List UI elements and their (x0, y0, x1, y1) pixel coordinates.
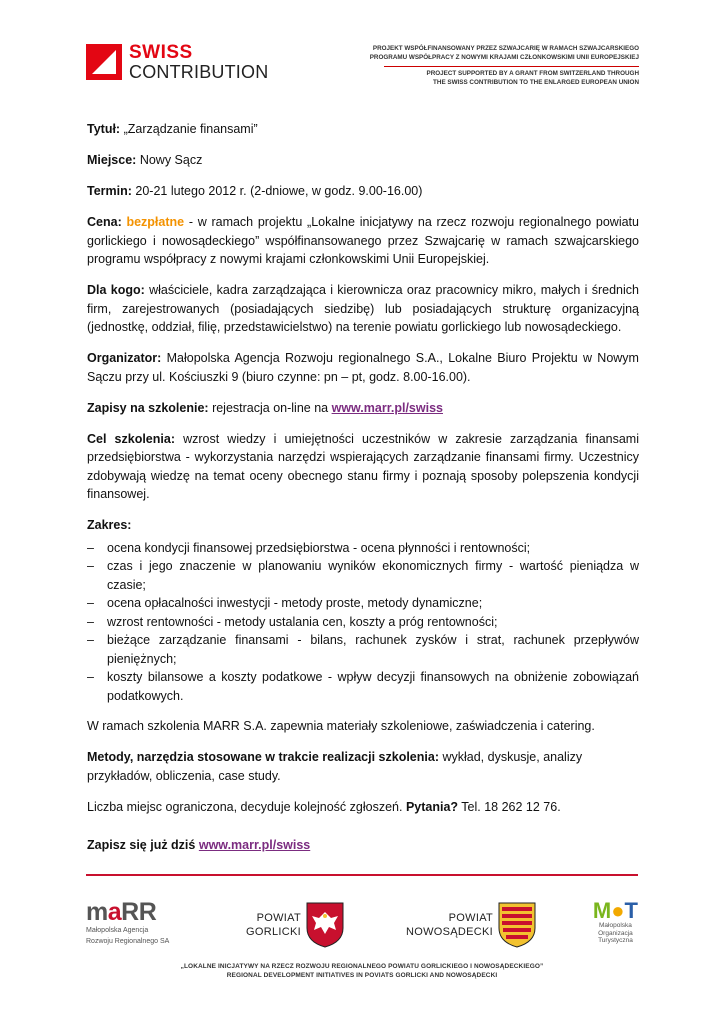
marr-subtitle: Małopolska Agencja (86, 927, 149, 934)
signup-link[interactable]: www.marr.pl/swiss (198, 838, 311, 852)
gorlice-coat-of-arms-icon (306, 902, 344, 948)
marr-subtitle: Rozwoju Regionalnego SA (86, 937, 170, 945)
registration-link[interactable]: www.marr.pl/swiss (331, 400, 443, 415)
methods-row (87, 748, 639, 785)
logo-swiss-text: SWISS (129, 42, 193, 63)
caption-en: REGIONAL DEVELOPMENT INITIATIVES IN POVIATS GORLICKI AND NOWOSĄDECKI (226, 972, 498, 979)
scope-label: Zakres: (87, 518, 132, 532)
project-info (339, 45, 639, 87)
logo-contribution-text: CONTRIBUTION (129, 62, 269, 82)
training-announcement (87, 120, 639, 867)
powiat-gorlicki-line: POWIAT (256, 912, 301, 924)
list-item: – ocena opłacalności inwestycji - metody proste, metody dynamiczne; (87, 594, 639, 613)
date-value: 20-21 lutego 2012 r. (2-dniowe, w godz. 9.00-16.00) (135, 184, 423, 198)
marr-mark: m (86, 898, 108, 926)
project-en-line: PROJECT SUPPORTED BY A GRANT FROM SWITZERLAND THROUGH (426, 70, 639, 78)
mot-subtitle: Małopolska (599, 922, 632, 929)
question-label: Pytania? (405, 799, 459, 814)
limited-row (87, 798, 639, 817)
price-row (87, 213, 639, 269)
footer-divider (86, 874, 638, 876)
registration-value: rejestracja on-line na (212, 400, 329, 415)
signup-label: Zapisz się już dziś (87, 838, 196, 852)
swiss-flag-icon (86, 44, 122, 80)
powiat-gorlicki-logo (246, 902, 344, 948)
list-item: – ocena kondycji finansowej przedsiębiorstwa - ocena płynności i rentowności; (87, 539, 639, 558)
organizer-row (87, 349, 639, 386)
phone-number: Tel. 18 262 12 76. (461, 799, 561, 814)
project-pl-line: PROJEKT WSPÓŁFINANSOWANY PRZEZ SZWAJCARIĘ W RAMACH SZWAJCARSKIEGO (372, 45, 639, 52)
price-label: Cena: (87, 215, 122, 229)
audience-value: właściciele, kadra zarządzająca i kierownicza oraz pracownicy mikro, małych i średnich firm, zarejestrowanych (posiadających siedzibę) lub posiadających strukturę organizacyjną (jednostkę, oddział, filię, przedstawicielstwo) na terenie powiatu gorlickiego lub nowosądeckiego. (87, 283, 639, 334)
audience-row (87, 281, 639, 337)
mot-logo (593, 900, 638, 945)
signup-row (87, 836, 639, 855)
organizer-label: Organizator: (87, 351, 162, 365)
marr-mark: RR (121, 898, 157, 926)
place-label: Miejsce: (87, 153, 137, 167)
date-label: Termin: (87, 184, 132, 198)
price-value: - w ramach projektu „Lokalne inicjatywy na rzecz rozwoju regionalnego powiatu gorlickiego i nowosądeckiego” współfinansowanego przez Szwajcarię w ramach szwajcarskiego programu współpracy z nowymi krajami członkowskimi Unii Europejskiej. (87, 215, 639, 266)
place-value: Nowy Sącz (139, 153, 203, 167)
nowosadecki-coat-of-arms-icon (498, 902, 536, 948)
audience-label: Dla kogo: (87, 283, 145, 297)
project-caption (86, 962, 638, 980)
list-item: – bieżące zarządzanie finansami - bilans, rachunek zysków i strat, rachunek przepływów pieniężnych; (87, 631, 639, 668)
powiat-nowosadecki-logo (406, 902, 536, 948)
goal-label: Cel szkolenia: (87, 431, 175, 446)
scope-list (87, 539, 639, 706)
page-header (0, 0, 725, 110)
swiss-contribution-logo (86, 43, 268, 81)
title-row (87, 120, 639, 139)
mot-subtitle: Organizacja (598, 929, 633, 937)
registration-row (87, 399, 639, 418)
project-pl-line: PROGRAMU WSPÓŁPRACY Z NOWYMI KRAJAMI CZŁONKOWSKIMI UNII EUROPEJSKIEJ (369, 53, 639, 61)
powiat-nowosadecki-line: NOWOSĄDECKI (406, 926, 494, 938)
mot-subtitle: Turystyczna (598, 937, 633, 944)
organizer-value: Małopolska Agencja Rozwoju regionalnego S.A., Lokalne Biuro Projektu w Nowym Sączu przy ul. Kościuszki 9 (biuro czynne: pn – pt, godz. 8.00-16.00). (87, 351, 639, 384)
date-row (87, 182, 639, 201)
methods-value: wykład, dyskusje, analizy przykładów, obliczenia, case study. (87, 750, 583, 783)
limited-value: Liczba miejsc ograniczona, decyduje kolejność zgłoszeń. (87, 799, 403, 814)
powiat-gorlicki-line: GORLICKI (246, 926, 301, 938)
list-item: – wzrost rentowności - metody ustalania cen, koszty a próg rentowności; (87, 613, 639, 632)
provides-row: W ramach szkolenia MARR S.A. zapewnia materiały szkoleniowe, zaświadczenia i catering. (87, 719, 595, 733)
marr-mark-accent: a (107, 898, 122, 926)
title-value: „Zarządzanie finansami” (123, 122, 258, 136)
scope-heading (87, 516, 639, 535)
goal-row (87, 430, 639, 504)
price-free-badge: bezpłatne (126, 215, 185, 229)
project-en-line: THE SWISS CONTRIBUTION TO THE ENLARGED EUROPEAN UNION (433, 78, 639, 86)
registration-label: Zapisy na szkolenie: (87, 400, 209, 415)
caption-pl: „LOKALNE INICJATYWY NA RZECZ ROZWOJU REGIONALNEGO POWIATU GORLICKIEGO I NOWOSĄDECKIEGO” (180, 963, 544, 970)
partner-logos (86, 896, 638, 956)
marr-logo (86, 900, 169, 946)
mot-mark: M●T (592, 898, 638, 923)
place-row (87, 151, 639, 170)
goal-value: wzrost wiedzy i umiejętności uczestników w zakresie zarządzania finansami przedsiębiorstwa - wykorzystania narzędzi wspierających zarządzanie finansami firmy. Uczestnicy zdobywają wiedzę na temat oceny obecnego stanu firmy i poznają sposoby polepszenia kondycji finansowej. (87, 431, 639, 501)
powiat-nowosadecki-line: POWIAT (448, 912, 494, 924)
title-label: Tytuł: (87, 122, 121, 136)
list-item: – koszty bilansowe a koszty podatkowe - wpływ decyzji finansowych na obniżenie zobowiązań podatkowych. (87, 668, 639, 705)
list-item: – czas i jego znaczenie w planowaniu wyników ekonomicznych firmy - wartość pieniądza w czasie; (87, 557, 639, 594)
methods-label: Metody, narzędzia stosowane w trakcie realizacji szkolenia: (87, 750, 439, 764)
